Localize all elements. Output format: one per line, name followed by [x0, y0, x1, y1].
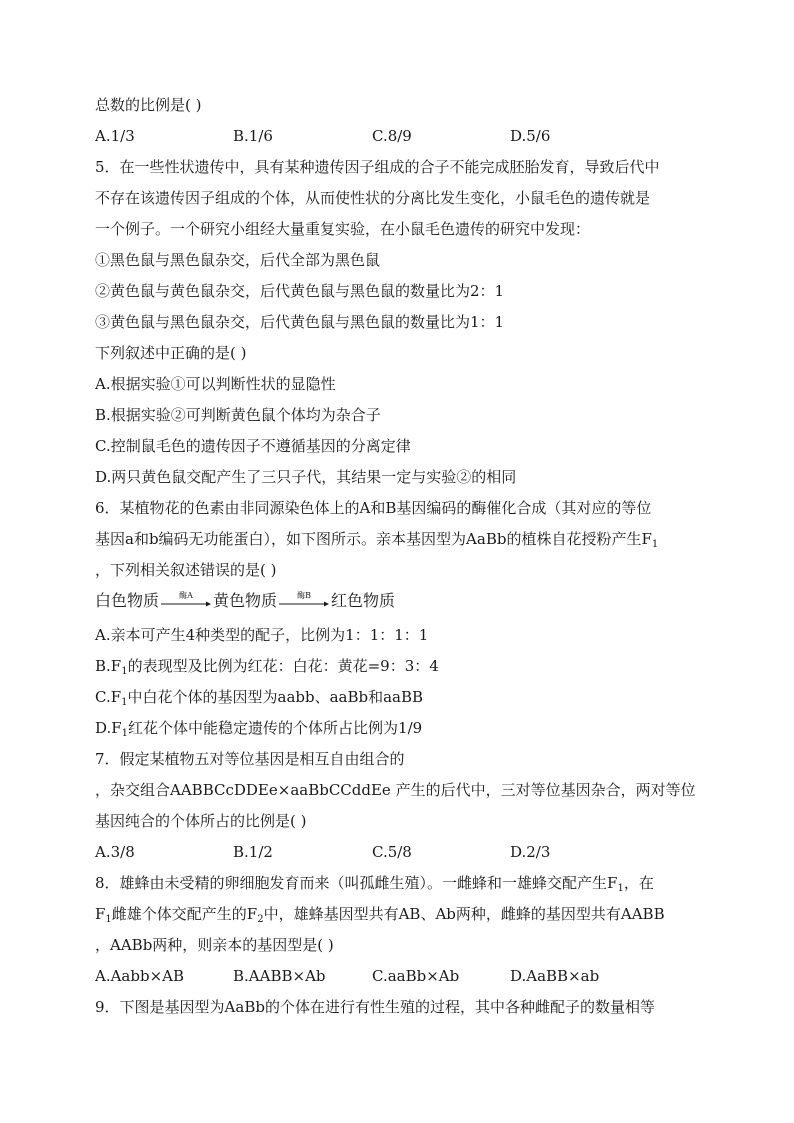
q5-option-c: C.控制鼠毛色的遗传因子不遵循基因的分离定律	[95, 437, 411, 455]
q4-tail: 总数的比例是( )	[95, 96, 202, 114]
enzyme-a-label: 酶A	[179, 590, 193, 600]
enzyme-b-label: 酶B	[297, 590, 311, 600]
q6-stem-line-3: ，下列相关叙述错误的是( )	[95, 561, 277, 579]
q8-option-a: A.Aabb×AB	[95, 967, 185, 985]
q6-pathway-diagram	[95, 591, 395, 612]
q8-stem-line-2: $F_1$雌雄个体交配产生的$F_2$中，雄蜂基因型共有AB、Ab两种，雌蜂的基因型共有AABB	[95, 905, 665, 925]
q7-option-d: D.2/3	[510, 843, 551, 861]
pathway-arrow-1	[161, 592, 211, 612]
q8-stem-line-1: 8．雄蜂由未受精的卵细胞发育而来（叫孤雌生殖）。一雌蜂和一雄蜂交配产生$F_1$，在	[95, 874, 654, 894]
q4-option-b: B.1/6	[233, 127, 273, 145]
q5-option-d: D.两只黄色鼠交配产生了三只子代，其结果一定与实验②的相同	[95, 468, 517, 486]
q7-option-b: B.1/2	[233, 843, 273, 861]
q7-option-a: A.3/8	[95, 843, 135, 861]
q9-stem-line-1: 9．下图是基因型为AaBb的个体在进行有性生殖的过程，其中各种雌配子的数量相等	[95, 998, 655, 1016]
q5-finding-3: ③黄色鼠与黑色鼠杂交，后代黄色鼠与黑色鼠的数量比为1：1	[95, 313, 505, 331]
q6-stem-line-2: 基因a和b编码无功能蛋白），如下图所示。亲本基因型为AaBb的植株自花授粉产生$F_1$	[95, 530, 659, 550]
arrow-icon	[161, 601, 211, 607]
q5-option-a: A.根据实验①可以判断性状的显隐性	[95, 375, 336, 393]
q7-stem-line-3: 基因纯合的个体所占的比例是( )	[95, 812, 307, 830]
q7-option-c: C.5/8	[372, 843, 412, 861]
q5-stem-line-3: 一个例子。一个研究小组经大量重复实验，在小鼠毛色遗传的研究中发现：	[95, 220, 591, 238]
q8-stem-line-3: ，AABb两种，则亲本的基因型是( )	[95, 936, 334, 954]
q5-finding-2: ②黄色鼠与黄色鼠杂交，后代黄色鼠与黑色鼠的数量比为2：1	[95, 282, 505, 300]
q8-option-d: D.AaBB×ab	[510, 967, 600, 985]
q6-stem-line-1: 6．某植物花的色素由非同源染色体上的A和B基因编码的酶催化合成（其对应的等位	[95, 499, 652, 517]
q5-question: 下列叙述中正确的是( )	[95, 344, 247, 362]
q4-option-a: A.1/3	[95, 127, 135, 145]
q5-stem-line-2: 不存在该遗传因子组成的个体，从而使性状的分离比发生变化，小鼠毛色的遗传就是	[95, 189, 651, 207]
pathway-white-substance: 白色物质	[95, 591, 160, 610]
q7-stem-line-1: 7．假定某植物五对等位基因是相互自由组合的	[95, 750, 405, 768]
pathway-arrow-2	[279, 592, 329, 612]
q6-option-c: $C.F_1$中白花个体的基因型为aabb、aaBb和aaBB	[95, 688, 424, 708]
pathway-yellow-substance: 黄色物质	[213, 591, 278, 610]
q5-finding-1: ①黑色鼠与黑色鼠杂交，后代全部为黑色鼠	[95, 251, 381, 269]
arrow-icon	[279, 601, 329, 607]
q5-stem-line-1: 5．在一些性状遗传中，具有某种遗传因子组成的合子不能完成胚胎发育，导致后代中	[95, 158, 660, 176]
q6-option-b: $B.F_1$的表现型及比例为红花：白花：黄花=9：3：4	[95, 657, 439, 677]
q6-option-d: $D.F_1$红花个体中能稳定遗传的个体所占比例为1/9	[95, 719, 423, 739]
q8-option-b: B.AABB×Ab	[233, 967, 326, 985]
q6-option-a: A.亲本可产生4种类型的配子，比例为1：1：1：1	[95, 626, 429, 644]
q8-option-c: C.aaBb×Ab	[372, 967, 460, 985]
q7-stem-line-2: ，杂交组合AABBCcDDEe×aaBbCCddEe 产生的后代中，三对等位基因杂合，两对等位	[95, 781, 696, 799]
q5-option-b: B.根据实验②可判断黄色鼠个体均为杂合子	[95, 406, 381, 424]
q4-option-d: D.5/6	[510, 127, 551, 145]
pathway-red-substance: 红色物质	[331, 591, 396, 610]
q4-option-c: C.8/9	[372, 127, 412, 145]
